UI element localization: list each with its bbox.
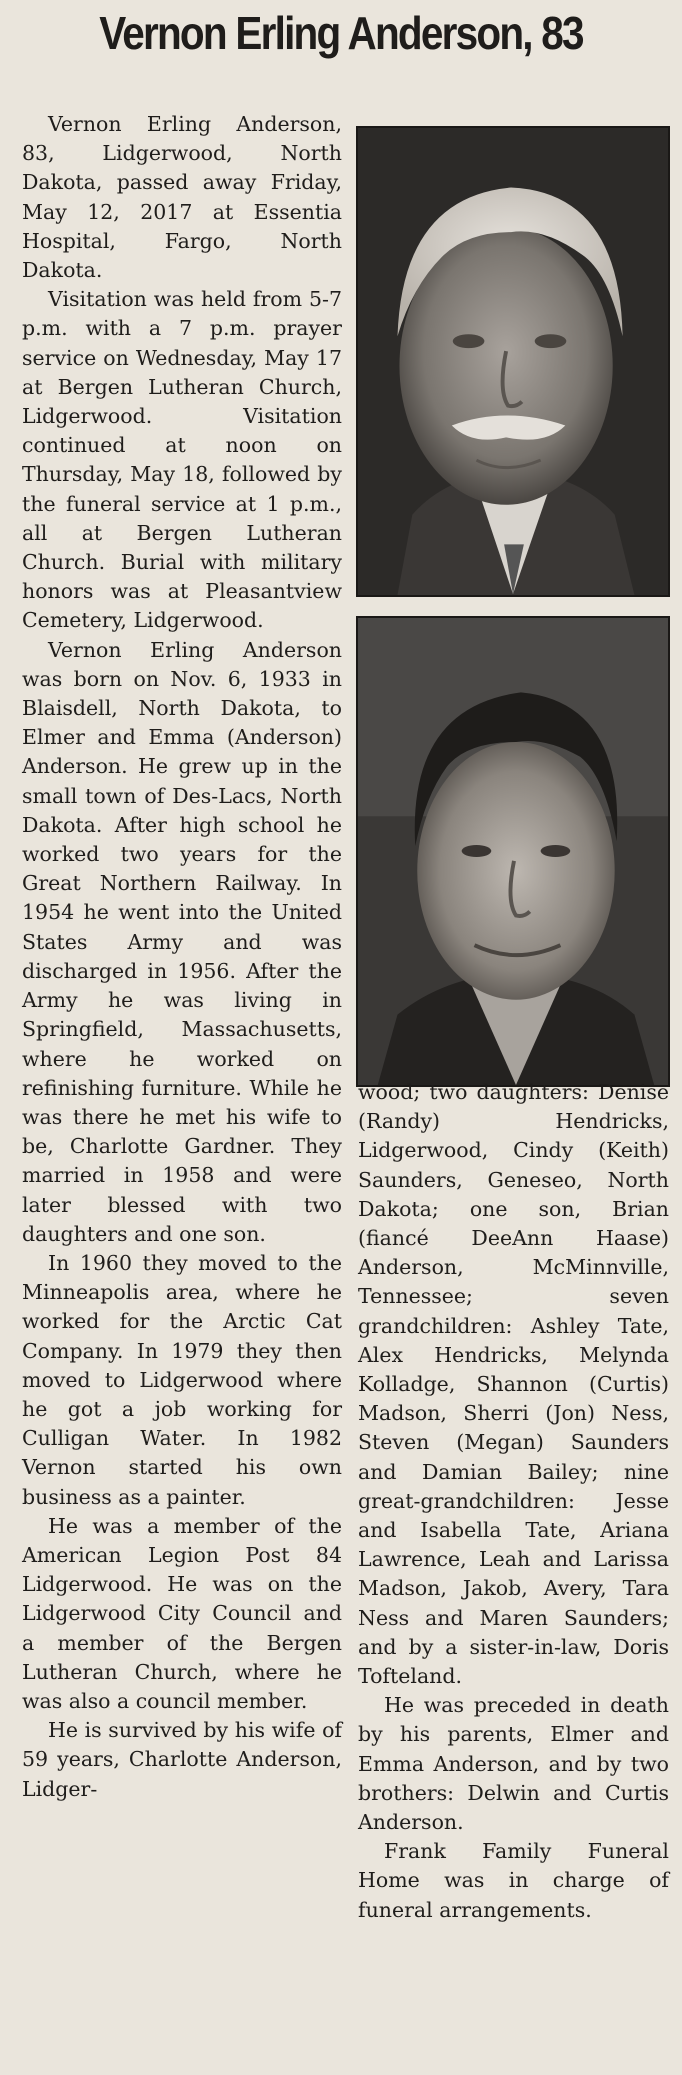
- portrait-photo-younger: [356, 616, 670, 1087]
- paragraph-intro: Vernon Erling Anderson, 83, Lidgerwood, North Dakota, passed away Friday, May 12, 2017 at Essentia Hospital, Fargo, North Dakota.: [22, 112, 342, 283]
- paragraph-early-life: Vernon Erling Anderson was born on Nov. 6, 1933 in Blaisdell, North Dakota, to Elmer and Emma (Anderson) Anderson. He grew up in the small town of Des-Lacs, North Dakota. After high school he worked two years for the Great Northern Railway. In 1954 he went into the United States Army and was discharged in 1956. After the Army he was living in Springfield, Massachusetts, where he worked on refinishing furniture. While he was there he met his wife to be, Charlotte Gardner. They married in 1958 and were later blessed with two daughters and one son.: [22, 637, 342, 1246]
- paragraph-funeral-home: Frank Family Funeral Home was in charge of funeral arrangements.: [358, 1839, 669, 1922]
- paragraph-memberships: He was a member of the American Legion Post 84 Lidgerwood. He was on the Lidgerwood City Council and a member of the Bergen Lutheran Church, where he was also a council member.: [22, 1513, 342, 1713]
- obituary-headline: Vernon Erling Anderson, 83: [99, 7, 583, 59]
- paragraph-visitation: Visitation was held from 5-7 p.m. with a 7 p.m. prayer service on Wednesday, May 17 at Bergen Lutheran Church, Lidgerwood. Visitation continued at noon on Thursday, May 18, followed by the funeral service at 1 p.m., all at Bergen Lutheran Church. Burial with military honors was at Pleasantview Cemetery, Lidgerwood.: [22, 287, 342, 633]
- portrait-photo-older: [356, 126, 670, 597]
- paragraph-survivors-continued: wood; two daughters: Denise (Randy) Hendricks, Lidgerwood, Cindy (Keith) Saunders, Geneseo, North Dakota; one son, Brian (fiancé DeeAnn Haase) Anderson, McMinnville, Tennessee; seven grandchildren: Ashley Tate, Alex Hendricks, Melynda Kolladge, Shannon (Curtis) Madson, Sherri (Jon) Ness, Steven (Megan) Saunders and Damian Bailey; nine great-grandchildren: Jesse and Isabella Tate, Ariana Lawrence, Leah and Larissa Madson, Jakob, Avery, Tara Ness and Maren Saunders; and by a sister-in-law, Doris Tofteland.: [358, 1080, 669, 1689]
- paragraph-career: In 1960 they moved to the Minneapolis area, where he worked for the Arctic Cat Company. In 1979 they then moved to Lidgerwood where he got a job working for Culligan Water. In 1982 Vernon started his own business as a painter.: [22, 1250, 342, 1509]
- left-text-column: [22, 110, 342, 1804]
- paragraph-survivors-start: He is survived by his wife of 59 years, Charlotte Anderson, Lidger-: [22, 1718, 342, 1801]
- portrait-younger-image: [358, 618, 668, 1085]
- paragraph-preceded: He was preceded in death by his parents, Elmer and Emma Anderson, and by two brothers: Delwin and Curtis Anderson.: [358, 1693, 669, 1835]
- portrait-older-image: [358, 128, 668, 595]
- right-text-column: [358, 1078, 669, 1925]
